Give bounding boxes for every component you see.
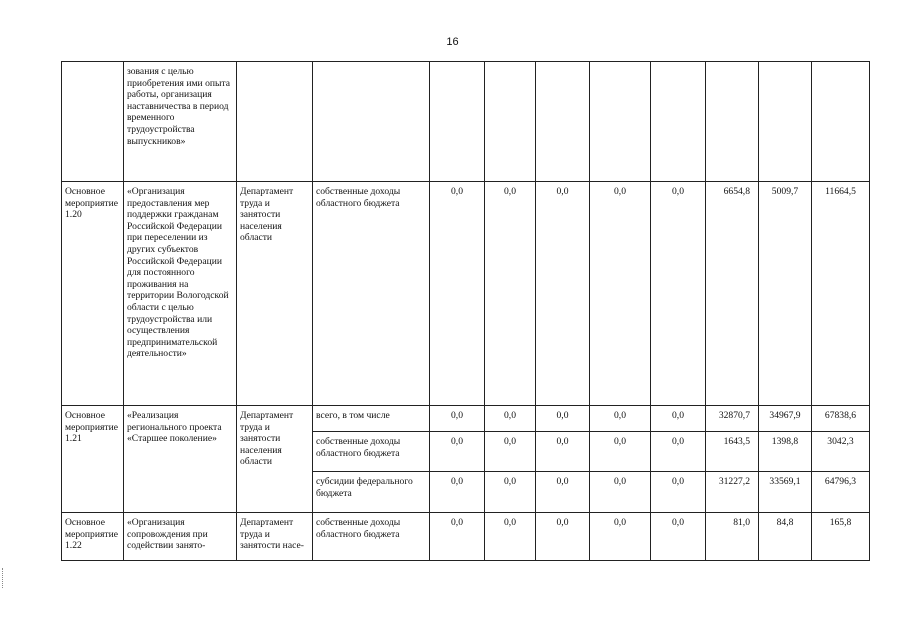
value-cell: 0,0 [485,513,536,561]
budget-table [61,61,870,561]
measure-name-cell: Основное мероприятие 1.21 [62,406,124,513]
value-cell: 0,0 [536,432,590,472]
value-cell [430,62,485,182]
table-row-continuation [62,62,870,182]
value-cell [651,62,706,182]
page-number: 16 [446,36,459,48]
value-cell: 32870,7 [706,406,759,432]
executor-cell [237,62,313,182]
funding-source-cell: собственные доходы областного бюджета [313,182,430,406]
value-cell: 0,0 [430,513,485,561]
value-cell: 3042,3 [812,432,870,472]
value-cell: 0,0 [651,406,706,432]
value-cell: 0,0 [590,513,651,561]
value-cell: 31227,2 [706,472,759,513]
value-cell: 0,0 [651,472,706,513]
measure-description-cell: «Организация предоставления мер поддержки гражданам Российской Федерации при переселении из других субъектов Российской Федерации для постоянного проживания на территории Вологодской области с целью трудоустройства или осуществления предпринимательской деятельности» [124,182,237,406]
table-row-measure-1-21 [62,406,870,432]
value-cell: 0,0 [485,432,536,472]
value-cell: 0,0 [651,432,706,472]
funding-source-cell: субсидии федерального бюджета [313,472,430,513]
funding-source-cell: всего, в том числе [313,406,430,432]
scan-margin-mark [2,568,7,588]
value-cell: 0,0 [430,472,485,513]
measure-name-cell: Основное мероприятие 1.20 [62,182,124,406]
value-cell: 0,0 [536,182,590,406]
value-cell: 0,0 [430,432,485,472]
table-row-measure-1-22 [62,513,870,561]
value-cell [706,62,759,182]
value-cell: 33569,1 [759,472,812,513]
value-cell: 0,0 [485,406,536,432]
value-cell: 6654,8 [706,182,759,406]
value-cell: 0,0 [536,513,590,561]
funding-source-cell [313,62,430,182]
value-cell: 0,0 [485,182,536,406]
value-cell: 1643,5 [706,432,759,472]
value-cell: 0,0 [430,406,485,432]
measure-name-cell [62,62,124,182]
table-row-measure-1-20 [62,182,870,406]
value-cell: 165,8 [812,513,870,561]
value-cell: 0,0 [590,182,651,406]
value-cell: 64796,3 [812,472,870,513]
value-cell: 0,0 [590,406,651,432]
measure-description-cell: зования с целью приобретения ими опыта работы, организация наставничества в период временного трудоустройства выпускников» [124,62,237,182]
measure-description-cell: «Организация сопровождения при содействии занято- [124,513,237,561]
value-cell: 0,0 [590,472,651,513]
funding-source-cell: собственные доходы областного бюджета [313,513,430,561]
value-cell: 0,0 [536,472,590,513]
measure-description-cell: «Реализация регионального проекта «Старшее поколение» [124,406,237,513]
value-cell: 1398,8 [759,432,812,472]
value-cell: 11664,5 [812,182,870,406]
funding-source-cell: собственные доходы областного бюджета [313,432,430,472]
value-cell: 0,0 [590,432,651,472]
value-cell: 0,0 [651,182,706,406]
value-cell: 0,0 [536,406,590,432]
executor-cell: Департамент труда и занятости населения области [237,406,313,513]
value-cell: 0,0 [485,472,536,513]
value-cell: 34967,9 [759,406,812,432]
value-cell: 84,8 [759,513,812,561]
value-cell: 0,0 [430,182,485,406]
value-cell: 0,0 [651,513,706,561]
value-cell: 5009,7 [759,182,812,406]
value-cell: 81,0 [706,513,759,561]
executor-cell: Департамент труда и занятости насе- [237,513,313,561]
value-cell [590,62,651,182]
measure-name-cell: Основное мероприятие 1.22 [62,513,124,561]
value-cell [536,62,590,182]
value-cell [485,62,536,182]
value-cell [812,62,870,182]
executor-cell: Департамент труда и занятости населения области [237,182,313,406]
value-cell [759,62,812,182]
value-cell: 67838,6 [812,406,870,432]
